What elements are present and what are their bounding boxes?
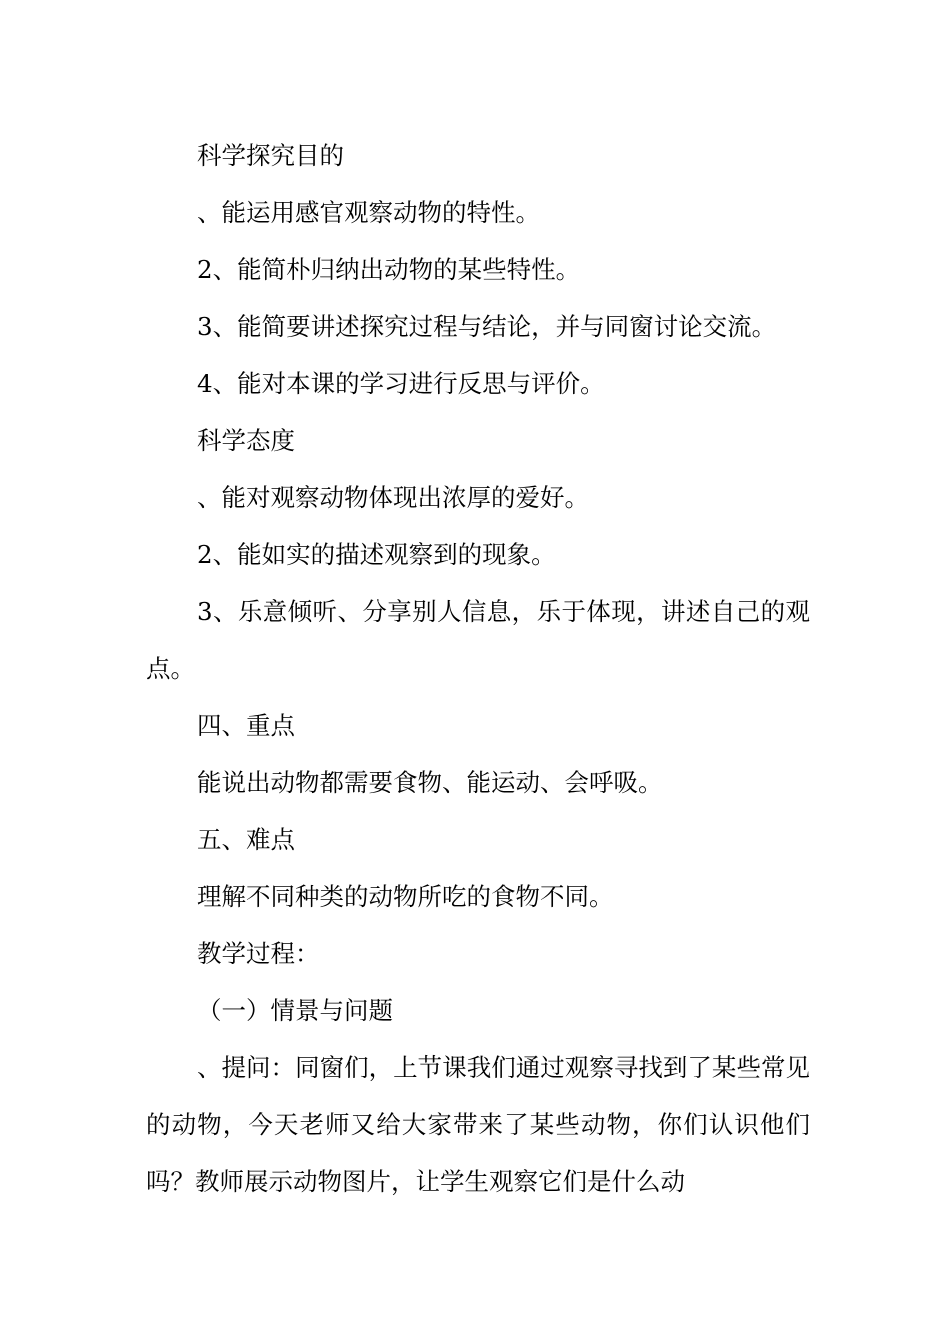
paragraph: 3、能简要讲述探究过程与结论，并与同窗讨论交流。 bbox=[197, 312, 777, 341]
paragraph: 五、难点 bbox=[197, 825, 295, 854]
paragraph: 、能对观察动物体现出浓厚的爱好。 bbox=[197, 483, 589, 512]
paragraph: 四、重点 bbox=[197, 711, 295, 740]
paragraph: 教学过程： bbox=[197, 939, 320, 968]
paragraph: 能说出动物都需要食物、能运动、会呼吸。 bbox=[197, 768, 663, 797]
paragraph: 2、能如实的描述观察到的现象。 bbox=[197, 540, 556, 569]
paragraph: 4、能对本课的学习进行反思与评价。 bbox=[197, 369, 605, 398]
paragraph: 2、能简朴归纳出动物的某些特性。 bbox=[197, 255, 581, 284]
paragraph: 、能运用感官观察动物的特性。 bbox=[197, 198, 540, 227]
paragraph: 3、乐意倾听、分享别人信息，乐于体现，讲述自己的观点。 bbox=[146, 597, 810, 683]
paragraph: （一）情景与问题 bbox=[197, 996, 393, 1025]
paragraph: 科学探究目的 bbox=[197, 141, 344, 170]
document-body bbox=[146, 127, 810, 1210]
paragraph: 科学态度 bbox=[197, 426, 295, 455]
paragraph: 、提问：同窗们，上节课我们通过观察寻找到了某些常见的动物，今天老师又给大家带来了某些动物，你们认识他们吗？教师展示动物图片，让学生观察它们是什么动 bbox=[146, 1053, 810, 1196]
paragraph: 理解不同种类的动物所吃的食物不同。 bbox=[197, 882, 614, 911]
